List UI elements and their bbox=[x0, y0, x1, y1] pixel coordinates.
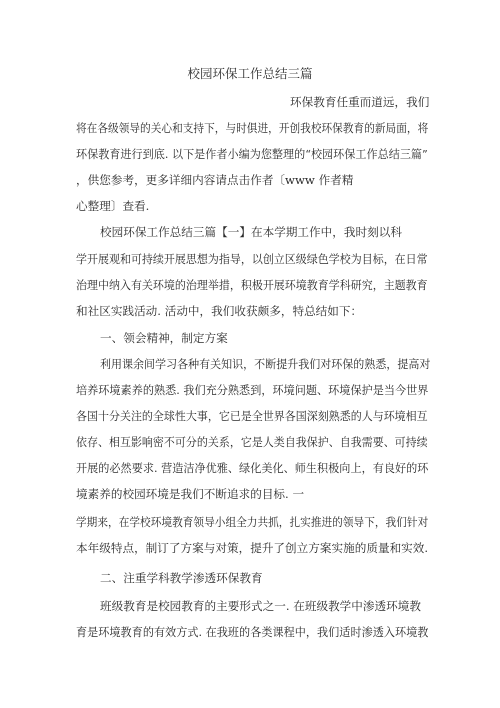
paragraph-line: 环保教育任重而道远，我们 bbox=[290, 95, 430, 109]
paragraph-line: 境素养的校园环境是我们不断追求的目标. 一 bbox=[76, 487, 305, 501]
paragraph-line: 和社区实践活动. 活动中，我们收获颇多，特总结如下： bbox=[76, 304, 363, 318]
paragraph-line: 校园环保工作总结三篇【一】在本学期工作中，我时刻以科 bbox=[100, 225, 402, 239]
document-title: 校园环保工作总结三篇 bbox=[187, 66, 313, 81]
paragraph-line: ，供您参考，更多详细内容请点击作者〔www 作者精 bbox=[76, 173, 354, 187]
paragraph-line: 利用课余间学习各种有关知识，不断提升我们对环保的熟悉，提高对 bbox=[100, 357, 431, 371]
paragraph-line: 育是环境教育的有效方式. 在我班的各类课程中，我们适时渗透入环境教 bbox=[76, 625, 428, 639]
paragraph-line: 治理中纳入有关环境的治理举措，积极开展环境教育学科研究，主题教育 bbox=[76, 278, 428, 292]
paragraph-line: 将在各级领导的关心和支持下，与时俱进，开创我校环保教育的新局面，将 bbox=[76, 121, 429, 135]
paragraph-line: 学开展观和可持续开展思想为指导，以创立区级绿色学校为目标，在日常 bbox=[76, 252, 428, 266]
paragraph-line: 环保教育进行到底. 以下是作者小编为您整理的“校园环保工作总结三篇” bbox=[76, 147, 428, 161]
paragraph-line: 本年级特点，制订了方案与对策，提升了创立方案实施的质量和实效. bbox=[76, 541, 428, 555]
paragraph-line: 依存、相互影响密不可分的关系，它是人类自我保护、自我需要、可持续 bbox=[76, 435, 428, 449]
section-heading: 二、注重学科教学渗透环保教育 bbox=[100, 571, 263, 585]
section-heading: 一、领会精神，制定方案 bbox=[100, 331, 228, 345]
paragraph-line: 学期来，在学校环境教育领导小组全力共抓，扎实推进的领导下，我们针对 bbox=[76, 515, 429, 529]
paragraph-line: 各国十分关注的全球性大事，它已是全世界各国深刻熟悉的人与环境相互 bbox=[76, 409, 428, 423]
paragraph-line: 开展的必然要求. 营造洁净优雅、绿化美化、师生积极向上，有良好的环 bbox=[76, 461, 428, 475]
paragraph-line: 班级教育是校园教育的主要形式之一. 在班级教学中渗透环境教 bbox=[100, 599, 421, 613]
paragraph-line: 心整理〕查看. bbox=[76, 199, 150, 213]
paragraph-line: 培养环境素养的熟悉. 我们充分熟悉到，环境问题、环境保护是当今世界 bbox=[76, 383, 428, 397]
